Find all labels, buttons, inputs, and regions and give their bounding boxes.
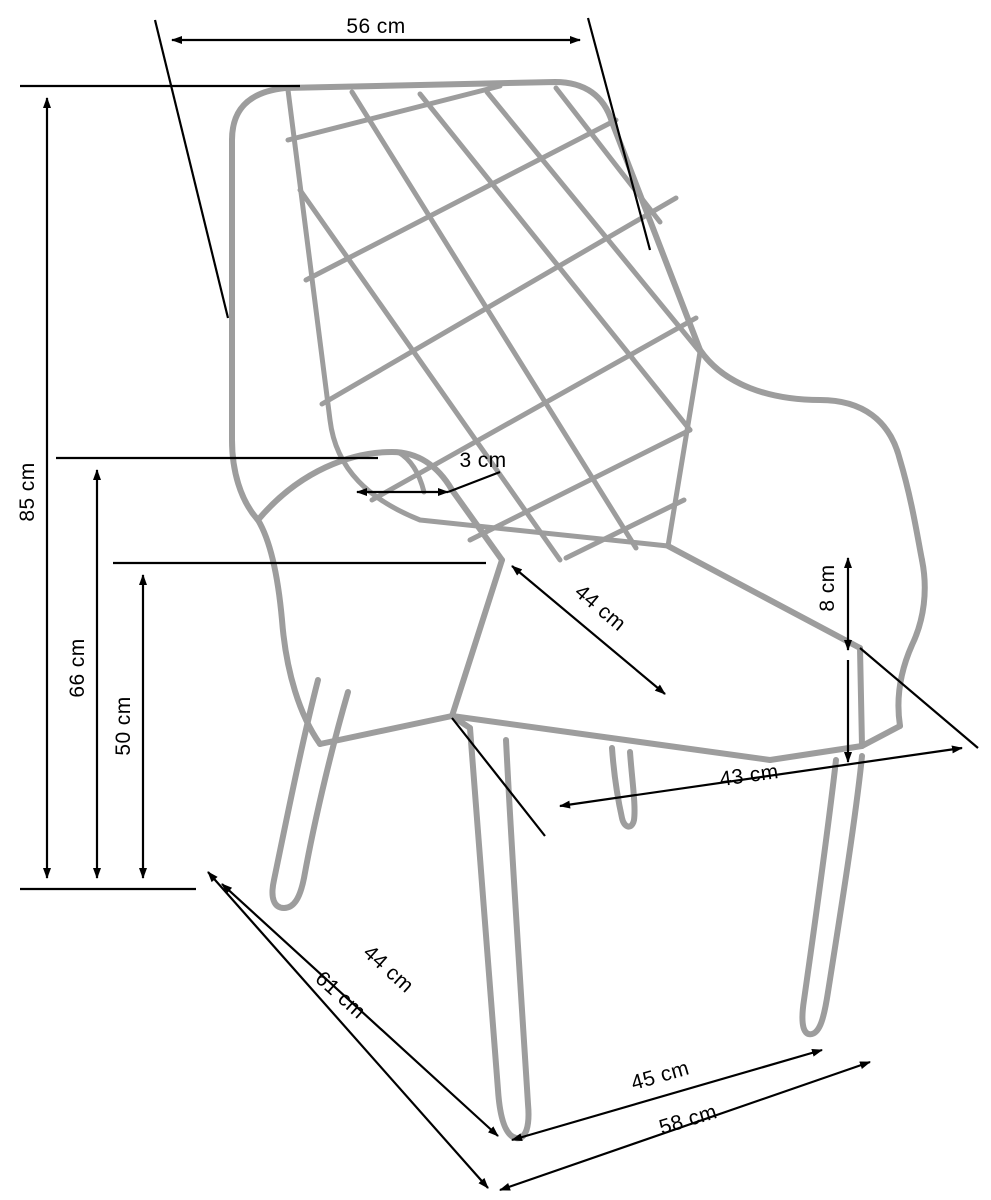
dim-label-61: 61 cm (310, 966, 371, 1024)
dim-label-3: 3 cm (459, 449, 507, 472)
dimension-total-height (16, 86, 300, 889)
dim-label-50: 50 cm (112, 696, 135, 756)
dimension-base-width-outer (500, 1062, 870, 1190)
dimension-depth-outer (208, 872, 488, 1188)
dim-label-85: 85 cm (16, 462, 39, 522)
dim-label-45: 45 cm (628, 1056, 692, 1095)
dim-label-8: 8 cm (816, 564, 839, 612)
dim-label-44-depth-inner: 44 cm (358, 940, 419, 998)
dim-label-56: 56 cm (346, 15, 406, 38)
dimension-seat-thickness (816, 558, 848, 762)
dim-label-43: 43 cm (718, 760, 781, 792)
dim-label-66: 66 cm (66, 638, 89, 698)
dimension-seat-depth (512, 566, 665, 694)
dimension-backrest-height (56, 458, 378, 878)
dim-label-58: 58 cm (656, 1100, 720, 1140)
dim-label-44-depth: 44 cm (570, 580, 631, 636)
